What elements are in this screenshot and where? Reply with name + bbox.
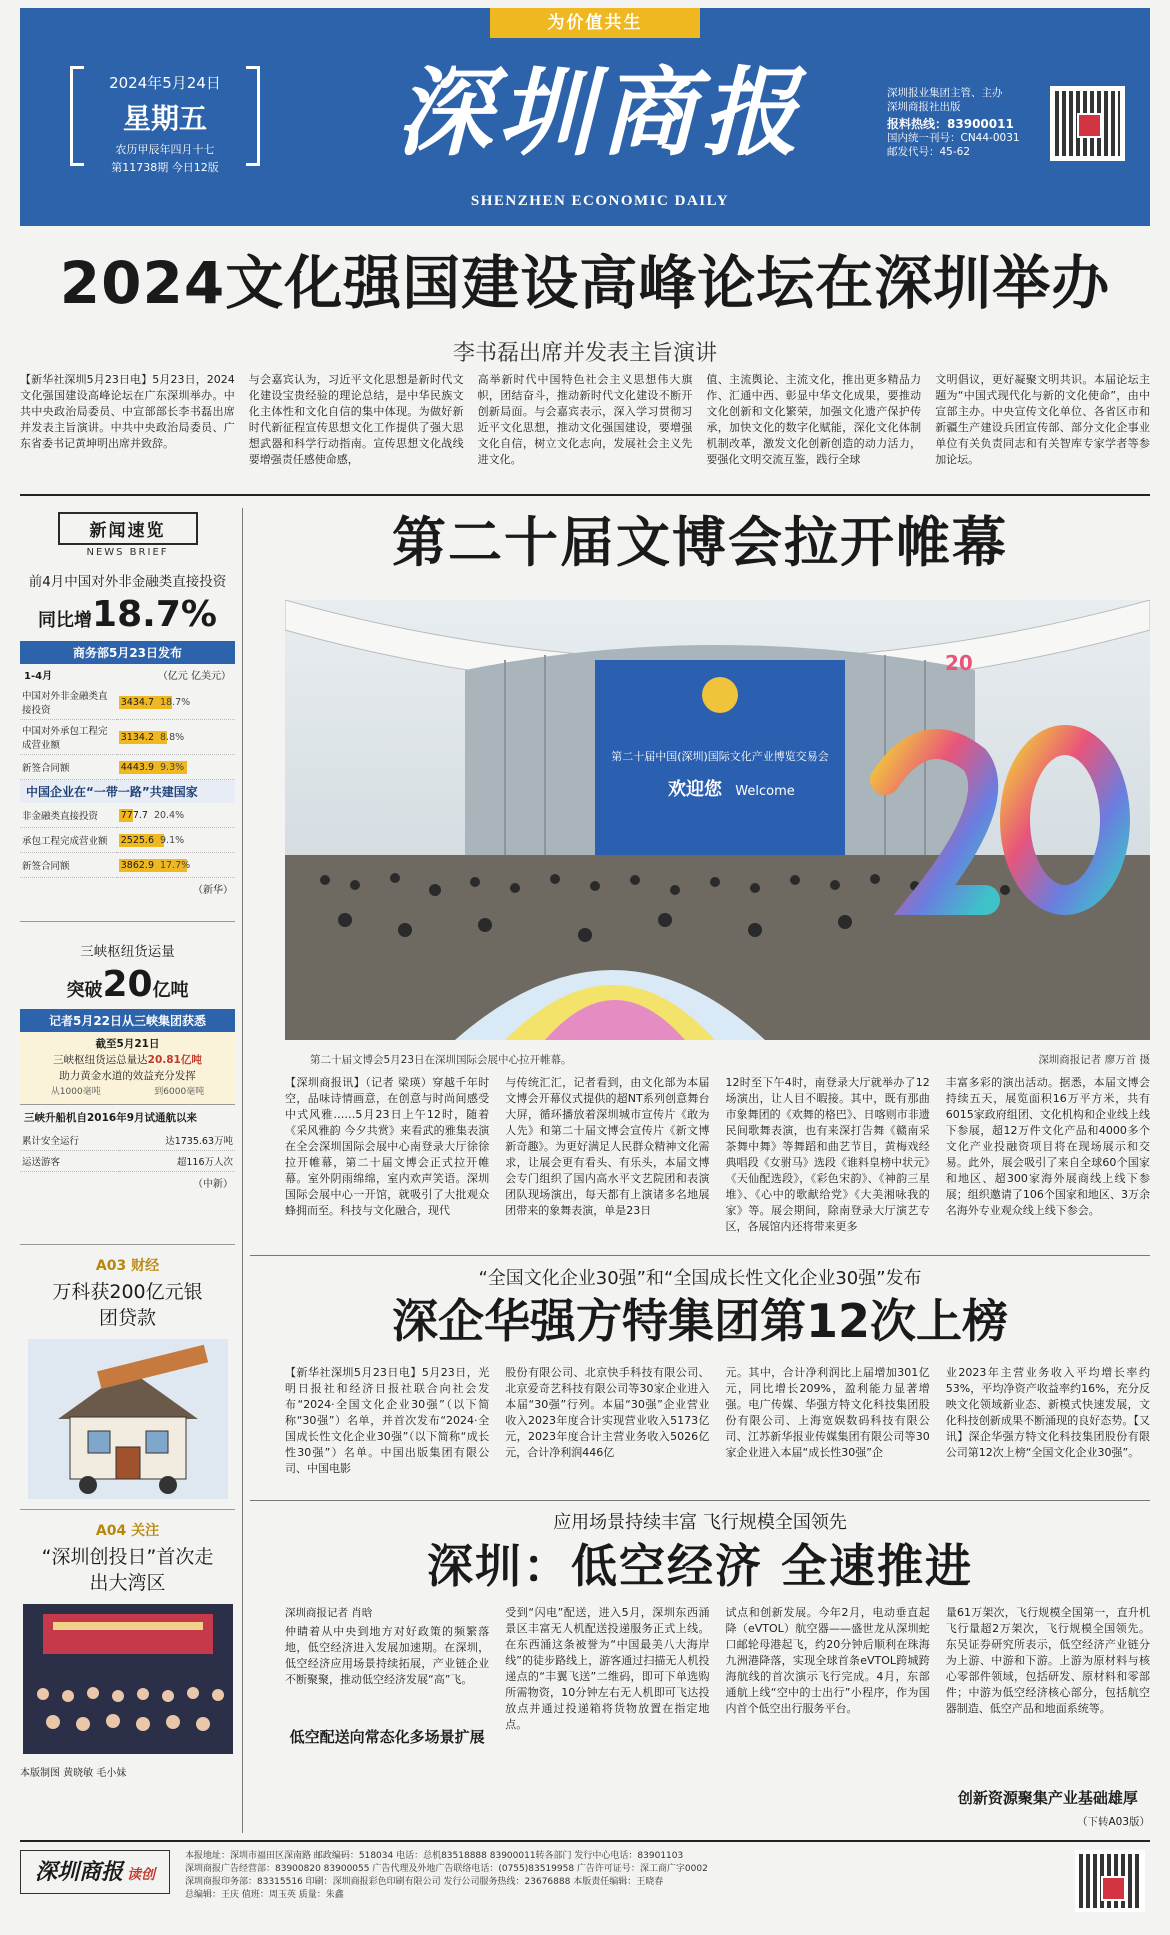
huaqiang-headline[interactable]: 深企华强方特集团第12次上榜 xyxy=(391,1294,1008,1348)
sign-welcome: 欢迎您 xyxy=(668,779,722,800)
lowalt-col-1: 仲睛着从中央到地方对好政策的频繁落地，低空经济进入发展加速期。在深圳，低空经济应用场景持续拓展，产业链企业不断聚聚，推动低空经济发展“高”飞。 xyxy=(285,1625,490,1686)
lowalt-byline: 深圳商报记者 肖晗 xyxy=(285,1607,373,1619)
legend-1: 从1000毫吨 xyxy=(50,1087,101,1097)
expo-photo[interactable] xyxy=(285,600,1150,1040)
credits: 本版制图 黄晓敏 毛小妹 xyxy=(20,1768,127,1779)
wenbo-col-1: 【深圳商报讯】（记者 梁瑛）穿越千年时空，品味诗情画意，在创意与时尚间感受中式风雅……5月23日上午12时，随着《采风雅韵 今夕共赏》来看武的雅集表演在全会深圳国际会展中心南登录大厅徐徐拉开帷幕，第二十届文博会正式拉开帷幕。室外阴雨绵绵，室内欢声笑语。深圳国际会展中心一开馆，就吸引了大批观众蜂拥而至。科技与文化融合，现代 xyxy=(285,1076,490,1217)
news-brief-column xyxy=(20,508,235,1833)
table-row: 承包工程完成营业额 2525.6 9.1% xyxy=(20,828,235,853)
continued-link[interactable]: （下转A03版） xyxy=(1076,1816,1150,1828)
teaser-1-title: 万科获200亿元银团贷款 xyxy=(52,1281,203,1329)
lowalt-body xyxy=(285,1605,1150,1830)
bracket-right xyxy=(246,66,260,166)
belt-road-table xyxy=(20,803,235,878)
lead-col-1: 【新华社深圳5月23日电】5月23日，2024文化强国建设高峰论坛在广东深圳举办。中共中央政治局委员、中宣部部长李书磊出席并发表主旨演讲。中共中央政治局委员、广东省委书记黄坤明出席并致辞。 xyxy=(20,373,235,450)
expo-number: 20 xyxy=(945,651,973,675)
lead-headline[interactable]: 2024文化强国建设高峰论坛在深圳举办 xyxy=(59,249,1111,317)
publisher-info: 深圳报业集团主管、主办 深圳商报社出版 报料热线：83900011 国内统一刊号：CN44-0031 邮发代号：45-62 xyxy=(887,87,1020,158)
huaqiang-col-4: 业2023年主营业务收入平均增长率约53%，平均净资产收益率约16%，充分反映文化领域新业态、新模式快速发展，文化科技创新成果不断涌现的良好态势。【又讯】深企华强方特文化科技集团股份有限公司第12次上榜“全国文化企业30强”。 xyxy=(945,1366,1150,1459)
huaqiang-col-3: 元。其中，合计净利润比上届增加301亿元，同比增长209%，盈利能力显著增强。电广传媒、华强方特文化科技集团股份有限公司、上海宽娱数码科技有限公司、江苏新华报业传媒集团有限公司等30家企业进入本届“成长性30强”企 xyxy=(725,1366,930,1459)
weekday: 星期五 xyxy=(122,102,207,135)
lowalt-headline[interactable]: 深圳：低空经济 全速推进 xyxy=(426,1539,973,1593)
teaser-2-title: “深圳创投日”首次走出大湾区 xyxy=(41,1546,214,1594)
shiplift-table xyxy=(20,1130,235,1172)
teaser-venture[interactable]: A04 关注 “深圳创投日”首次走出大湾区 本版制图 黄晓敏 毛小妹 xyxy=(20,1520,235,1790)
brief-2-head[interactable]: 三峡枢纽货运量 xyxy=(80,944,175,960)
lead-col-4: 值、主流舆论、主流文化，推出更多精品力作、汇通中西、彰显中华文化成果，要推动文化创新和文化繁荣，加强文化遗产保护传承，加快文化的数字化赋能，深化文化体制机制改革，激发文化创新创造的动力活力，要强化文明交流互鉴，践行全球 xyxy=(706,373,922,466)
table-row: 中国对外非金融类直接投资 3434.7 18.7% xyxy=(20,685,235,720)
huaqiang-body xyxy=(285,1365,1150,1490)
qr-code-icon[interactable] xyxy=(1050,86,1125,161)
issue-date: 2024年5月24日 xyxy=(109,74,221,92)
table-row: 中国对外承包工程完成营业额 3134.2 8.8% xyxy=(20,720,235,755)
lowalt-subhead-2: 创新资源聚集产业基础雄厚 xyxy=(957,1789,1138,1807)
huaqiang-kicker: “全国文化企业30强”和“全国成长性文化企业30强”发布 xyxy=(478,1268,922,1289)
wenbo-col-4: 丰富多彩的演出活动。据悉，本届文博会持续五天，展览面积16万平方米，共有6015家政府组团、文化机构和企业线上线下参展，超12万件文化产品和4000多个文化产业投融资项目将在现场展示和交易。此外，展会吸引了来自全球60个国家和地区、超300家海外展商线上线下参展；组织邀请了106个国家和地区、3万余名海外专业观众线上线下参会。 xyxy=(945,1076,1150,1217)
column-rule xyxy=(242,508,243,1833)
brief-investment: 新闻速览 NEWS BRIEF 前4月中国对外非金融类直接投资 同比增18.7% 商务部5月23日发布 1-4月 （亿元 亿美元） 中国对外非金融类直接投资 3434.7 18.7% 中国对外承包工程完成营业额 3134.2 8.8% 新签合同额 4443.9 9.3% 中国企业在“一带一路”共建国家 非金融类直接投资 777.7 20.4% 承包工程完成营业额 2525.6 9.1% 新签合同额 3862.9 17.7% （新华） xyxy=(20,512,235,922)
brief-1-figure: 18.7% xyxy=(92,594,217,635)
photo-credit: 深圳商报记者 廖万首 摄 xyxy=(1038,1054,1150,1066)
investment-table xyxy=(20,685,235,780)
table-row: 新签合同额 3862.9 17.7% xyxy=(20,853,235,878)
table-row: 非金融类直接投资 777.7 20.4% xyxy=(20,803,235,828)
lowalt-col-3: 试点和创新发展。今年2月，电动垂直起降（eVTOL）航空器——盛世龙从深圳蛇口邮轮母港起飞，约20分钟后顺利在珠海九洲港降落，实现全球首条eVTOL跨城跨海航线的首次演示飞行完成。4月，东部通航上线“空中的士出行”小程序，作为国内首个低空出行服务平台。 xyxy=(725,1606,930,1715)
date-box xyxy=(70,66,260,174)
sign-title: 第二十届中国(深圳)国际文化产业博览交易会 xyxy=(611,750,829,763)
footer-logo: 深圳商报 读创 xyxy=(20,1850,170,1894)
huaqiang-col-2: 股份有限公司、北京快手科技有限公司、北京爱奇艺科技有限公司等30家企业进入本届“30强”行列。本届“30强”企业营业收入2023年度合计实现营业收入5173亿元，2023年度合计主营业务收入5026亿元，合计净利润446亿 xyxy=(505,1366,710,1459)
lead-subhead: 李书磊出席并发表主旨演讲 xyxy=(452,341,717,366)
lead-col-2: 与会嘉宾认为，习近平文化思想是新时代文化建设宝贵经验的理论总结，是中华民族文化主体性和文化自信的集中体现。为做好新时代新征程宣传思想文化工作提供了强大思想武器和科学行动指南。宣传思想文化战线要增强责任感使命感， xyxy=(248,373,464,466)
table-row: 累计安全运行 达1735.63万吨 xyxy=(20,1130,235,1151)
table-row: 新签合同额 4443.9 9.3% xyxy=(20,755,235,780)
teaser-vanke[interactable]: A03 财经 万科获200亿元银团贷款 xyxy=(20,1255,235,1510)
brief-three-gorges: 三峡枢纽货运量 突破20亿吨 记者5月22日从三峡集团获悉 截至5月21日 三峡枢纽货运总量达20.81亿吨 助力黄金水道的效益充分发挥 从1000毫吨 到6000毫吨 三峡升船机自2016年9月试通航以来 累计安全运行 达1735.63万吨 运送游客 超116万人次 （中新） xyxy=(20,940,235,1245)
footer-qr-code-icon[interactable] xyxy=(1075,1850,1145,1912)
huaqiang-col-1: 【新华社深圳5月23日电】5月23日，光明日报社和经济日报社联合向社会发布“2024·全国文化企业30强”（以下简称“30强”）名单，并首次发布“2024·全国成长性文化企业30强”（以下简称“成长性30强”）名单。中国出版集团有限公司、中国电影 xyxy=(285,1366,490,1475)
table-row: 运送游客 超116万人次 xyxy=(20,1151,235,1172)
expo-hall-image xyxy=(285,600,1150,1040)
lowalt-kicker: 应用场景持续丰富 飞行规模全国领先 xyxy=(553,1512,847,1533)
wenbo-col-3: 12时至下午4时，南登录大厅就举办了12场演出，让人目不暇接。其中，既有那曲市象舞团的《欢舞的格巴》、日喀则市非遗民间歌舞表演，也有来深打告舞《赣南采茶舞中舞》等舞蹈和曲艺节目，黄梅戏经典唱段《女驸马》选段《谁料皇榜中状元》《天仙配选段》，《彩色宋韵》、《神韵三星堆》、《心中的歌献给党》《大美湘咏我的家》等。展会期间，除南登录大厅演艺专区，各展馆内还将带来更多 xyxy=(725,1076,930,1233)
newspaper-logo: 深圳商报 xyxy=(396,56,804,169)
masthead xyxy=(20,8,1150,226)
news-brief-title: 新闻速览 xyxy=(58,512,198,545)
brief-2-figure: 20 xyxy=(102,964,153,1005)
footer xyxy=(20,1840,1150,1920)
wenbo-body xyxy=(285,1075,1150,1250)
sign-welcome-en: Welcome xyxy=(735,784,795,799)
newspaper-logo-en: SHENZHEN ECONOMIC DAILY xyxy=(470,193,730,209)
lunar-date: 农历甲辰年四月十七 xyxy=(115,143,215,156)
issue-number: 第11738期 今日12版 xyxy=(111,161,219,174)
conference-photo-icon xyxy=(23,1604,233,1754)
legend-2: 到6000毫吨 xyxy=(154,1087,205,1097)
divider xyxy=(20,494,1150,496)
lead-col-5: 文明倡议，更好凝聚文明共识。本届论坛主题为“中国式现代化与新的文化使命”，由中宣部主办。中央宣传文化单位、各省区市和新疆生产建设兵团宣传部、部分文化企事业单位有关负责同志和有关智库专家学者等参加论坛。 xyxy=(935,373,1150,466)
lead-col-3: 高举新时代中国特色社会主义思想伟大旗帜，团结奋斗，推动新时代文化建设不断开创新局面。与会嘉宾表示，深入学习贯彻习近平文化思想，推动文化强国建设，要增强文化自信，树立文化志向，发展社会主义先进文化。 xyxy=(477,373,693,466)
lead-body xyxy=(20,372,1150,482)
lowalt-col-4: 量61万架次，飞行规模全国第一，直升机飞行量超2万架次，飞行规模全国领先。东吴证券研究所表示，低空经济产业链分为上游、中游和下游。上游为原材料与核心零部件领域，包括研发、原材料和零部件；中游为低空经济核心部分，包括航空器制造、低空产品和地面系统等。 xyxy=(945,1606,1150,1715)
lowalt-subhead-1: 低空配送向常态化多场景扩展 xyxy=(289,1728,485,1746)
footer-info: 本报地址：深圳市福田区深南路 邮政编码：518034 电话：总机83518888 83900011转各部门 发行中心电话：83901103 深圳商报广告经营部：83900820 83900055 广告代理及外地广告联络电话：(0755)83519958 广告许可证号：深工商广字0002 深圳商报印务部：83315516 印刷：深圳商报彩色印刷有限公司 发行公司服务热线：23676888 本版责任编辑：王晓春 总编辑：王庆 值班：周玉英 质量：朱鑫 xyxy=(185,1851,708,1900)
lowalt-col-2: 受到“闪电”配送，进入5月，深圳东西涌景区丰富无人机配送投递服务正式上线。在东西涌这条被誉为“中国最美八大海岸线”的徒步路线上，游客通过扫描无人机投递点的“丰翼飞送”二维码，即可下单选购所需物资，10分钟左右无人机即可飞达投放点并通过投递箱将货物放置在指定地点。 xyxy=(505,1606,710,1731)
brief-1-head[interactable]: 前4月中国对外非金融类直接投资 xyxy=(28,574,227,590)
photo-caption: 第二十届文博会5月23日在深圳国际会展中心拉开帷幕。 深圳商报记者 廖万首 摄 xyxy=(310,1054,1150,1066)
wenbo-col-2: 与传统汇汇，记者看到，由文化部为本届文博会开幕仪式提供的超NT系列创意舞台大屏，循环播放着深圳城市宣传片《敢为人先》和第二十届文博会宣传片《新文博 新奇趣》。为更好满足人民群众精神文化需求，让展会更有看头、有乐头，本届文博会专门组织了国内高水平文艺院团和表演团队现场演出，每天都有上演诸多名地展团带来的象舞表演，单是23日 xyxy=(505,1076,710,1217)
belt-road-label: 中国企业在“一带一路”共建国家 xyxy=(20,780,235,803)
bracket-left xyxy=(70,66,84,166)
slogan-banner: 为价值共生 xyxy=(490,8,700,38)
house-illustration-icon xyxy=(28,1339,228,1499)
wenbo-headline[interactable]: 第二十届文博会拉开帷幕 xyxy=(392,511,1008,574)
hotline: 83900011 xyxy=(947,117,1014,131)
